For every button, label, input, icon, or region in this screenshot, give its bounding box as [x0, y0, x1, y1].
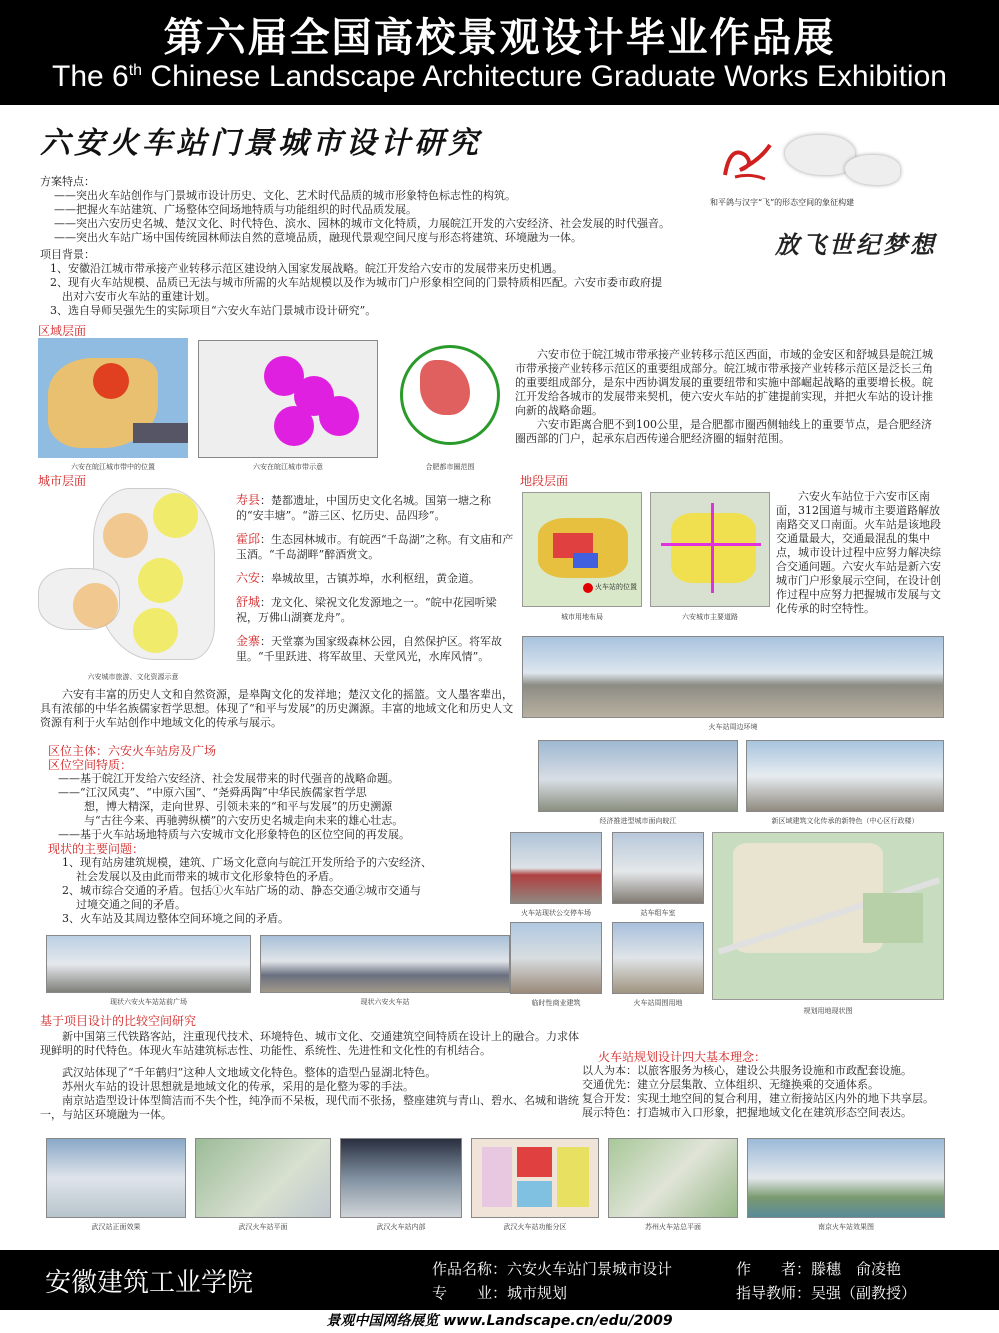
- emblem-caption: 和平鸽与汉字“飞”的形态空间的象征构建: [710, 198, 855, 207]
- footer: [0, 1250, 999, 1333]
- city-item: 六安：皋城故里，古镇苏埠，水利枢纽，黄金道。: [236, 571, 481, 585]
- land-status-plan: [712, 832, 944, 1000]
- background-item: 1、安徽沿江城市带承接产业转移示范区建设纳入国家发展战略。皖江开发给六安市的发展带来历史机遇。: [50, 262, 563, 275]
- advisor: 指导教师：吴强（副教授）: [736, 1284, 917, 1302]
- city-photo-caption: 经济推进型城市面向皖江: [599, 817, 677, 825]
- issue-item: 过境交通之间的矛盾。: [76, 898, 186, 911]
- wuhan-interior-image: [340, 1138, 462, 1218]
- school-name: 安徽建筑工业学院: [45, 1268, 254, 1298]
- city-item: 金寨：天堂寨为国家级森林公园，自然保护区。将军故里。“千里跃进、将军故里、天堂风光，水库风情”。: [236, 634, 503, 663]
- header-banner: [0, 0, 999, 105]
- city-photo-caption: 新区域建筑文化传承的新特色（中心区行政楼）: [771, 817, 919, 825]
- land-use-map: [522, 492, 642, 607]
- city-photo-2: [746, 740, 944, 812]
- feature-item: ——突出火车站创作与门景城市设计历史、文化、艺术时代品质的城市形象特色标志性的构筑。: [54, 189, 516, 202]
- site-item: ——“江汉风夷”、“中原六国”、“尧舜禹陶”中华民族儒家哲学思: [58, 786, 367, 799]
- site-heading: 区位主体：六安火车站房及广场: [48, 744, 217, 758]
- station-marker-label: 火车站的位置: [595, 583, 637, 591]
- wuhan-zoning-image: [471, 1138, 599, 1218]
- land-status-caption: 规划用地现状图: [803, 1007, 853, 1015]
- feature-item: ——突出火车站广场中国传统园林师法自然的意境品质，融现代景观空间尺度与形态将建筑、环境融为一体。: [54, 231, 582, 244]
- features-heading: 方案特点：: [40, 175, 95, 188]
- slogan: 放飞世纪梦想: [775, 230, 937, 259]
- feature-item: ——把握火车站建筑、广场整体空间场地特质与功能组织的时代品质发展。: [54, 203, 417, 216]
- site-item: 与“古往今来、再驰骋纵横”的六安历史名城走向未来的雄心壮志。: [84, 814, 404, 827]
- nanjing-render-image: [747, 1138, 945, 1218]
- site-item: 想，博大精深，走向世界、引领未来的“和平与发展”的历史溯源: [84, 800, 393, 813]
- region-heading: 区域层面: [38, 324, 87, 338]
- dove-icon: [845, 155, 900, 185]
- authors: 作 者：滕穗 俞凌艳: [736, 1260, 902, 1278]
- region-map-3: [395, 340, 505, 458]
- section-heading: 地段层面: [520, 474, 569, 488]
- section-caption: 城市用地布局: [561, 613, 603, 621]
- temp-commercial-photo: [510, 922, 602, 994]
- compare-text: [40, 1030, 580, 1122]
- concept-item: 交通优先：建立分层集散、立体组织、无缝换乘的交通体系。: [582, 1078, 879, 1091]
- city-resources: [236, 493, 516, 664]
- station-surroundings-caption: 火车站周边环境: [708, 723, 758, 731]
- fei-logo-icon: [715, 135, 775, 185]
- region-caption: 六安在皖江城市带示意: [253, 463, 323, 471]
- city-item: 舒城：龙文化、梁祝文化发源地之一。“皖中花园听梁祝，万佛山湖赛龙舟”。: [236, 595, 497, 624]
- issue-photo-caption: 现状六安火车站站前广场: [110, 998, 187, 1006]
- gallery-caption: 南京火车站效果图: [818, 1223, 874, 1231]
- gallery-caption: 武汉站正面效果: [91, 1223, 141, 1231]
- region-paragraph: 六安市距离合肥不到100公里，是合肥都市圈西侧轴线上的重要节点，是合肥经济圈西部的门户，起承东启西传递合肥经济圈的辐射范围。: [515, 418, 932, 445]
- section-caption: 六安城市主要道路: [682, 613, 738, 621]
- issue-photo-caption: 火车站现状公交停车场: [521, 909, 591, 917]
- exhibition-site: 景观中国网络展览 www.Landscape.cn/edu/2009: [0, 1310, 999, 1333]
- poster-title: 六安火车站门景城市设计研究: [40, 126, 482, 161]
- region-paragraph: 六安市位于皖江城市带承接产业转移示范区西面，市域的金安区和舒城县是皖江城市带承接产业转移示范区的重要组成部分。皖江城市带承接产业转移示范区是泛长三角的重要组成部分，是东中西协调发展的重要纽带和实施中部崛起战略的重要增长极。皖江开发给各城市的发展带来契机，使六安火车站的扩建提前实现，并把火车站的设计推向新的战略命题。: [515, 348, 933, 417]
- road-map: [650, 492, 770, 607]
- issue-item: 3、火车站及其周边整体空间环境之间的矛盾。: [62, 912, 289, 925]
- compare-paragraph: 武汉站体现了“千年鹤归”这种人文地域文化特色。整体的造型凸显湖北特色。: [62, 1066, 437, 1079]
- wuhan-front-image: [46, 1138, 186, 1218]
- issue-photo-caption: 现状六安火车站: [360, 998, 410, 1006]
- work-name: 作品名称：六安火车站门景城市设计: [432, 1260, 673, 1278]
- waiting-room-photo: [612, 832, 704, 904]
- city-paragraph: 六安有丰富的历史人文和自然资源，是皋陶文化的发祥地；楚汉文化的摇篮。文人墨客辈出，具有浓郁的中华名族儒家哲学思想。体现了“和平与发展”的历史渊源。丰富的地域文化和历史人文资源有利于火车站创作中地域文化的传承与展示。: [40, 688, 514, 729]
- gallery-caption: 苏州火车站总平面: [645, 1223, 701, 1231]
- title-cn: 第六届全国高校景观设计毕业作品展: [163, 15, 836, 61]
- issue-item: 社会发展以及由此而带来的城市文化形象特色的矛盾。: [76, 870, 340, 883]
- issue-item: 2、城市综合交通的矛盾。包括①火车站广场的动、静态交通②城市交通与: [62, 884, 421, 897]
- background-item: 3、选自导师吴强先生的实际项目“六安火车站门景城市设计研究”。: [50, 304, 377, 317]
- major: 专 业：城市规划: [432, 1284, 568, 1302]
- current-station-photo: [260, 935, 510, 993]
- concept-item: 以人为本：以旅客服务为核心，建设公共服务设施和市政配套设施。: [582, 1064, 912, 1077]
- background-section: [40, 248, 700, 318]
- emblem: [710, 120, 970, 260]
- bus-parking-photo: [510, 832, 602, 904]
- site-item: ——基于火车站场地特质与六安城市文化形象特色的区位空间的再发展。: [58, 828, 410, 841]
- region-caption: 六安在皖江城市带中的位置: [71, 463, 155, 471]
- background-item: 2、现有火车站规模、品质已无法与城市所需的火车站规模以及作为城市门户形象相空间的门景特质相匹配。六安市委市政府提: [50, 276, 662, 289]
- compare-paragraph: 新中国第三代铁路客站，注重现代技术、环境特色、城市文化、交通建筑空间特质在设计上的融合。力求体现鲜明的时代特色。体现火车站建筑标志性、功能性、系统性、先进性和文化性的有机结合。: [40, 1030, 579, 1057]
- concepts-heading: 火车站规划设计四大基本理念：: [598, 1050, 767, 1064]
- gallery-caption: 武汉火车站内部: [376, 1223, 426, 1231]
- background-heading: 项目背景：: [40, 248, 95, 261]
- gallery-caption: 武汉火车站功能分区: [503, 1223, 567, 1231]
- background-item: 出对六安市火车站的重建计划。: [62, 290, 216, 303]
- region-map-1: [38, 338, 188, 458]
- gallery-caption: 武汉火车站平面: [238, 1223, 288, 1231]
- issue-photo-caption: 临时性商业建筑: [531, 999, 581, 1007]
- compare-heading: 基于项目设计的比较空间研究: [40, 1014, 197, 1028]
- region-caption: 合肥都市圈范围: [425, 463, 475, 471]
- feature-item: ——突出六安历史名城、楚汉文化、时代特色、滨水、园林的城市文化特质，力展皖江开发的六安经济、社会发展的时代强音。: [54, 217, 670, 230]
- issues-section: [48, 842, 518, 926]
- features-section: [40, 175, 690, 245]
- station-surroundings-photo: [522, 636, 944, 718]
- suzhou-plan-image: [608, 1138, 738, 1218]
- compare-paragraph: 南京站造型设计体型简洁而不失个性，纯净而不呆板，现代而不张扬，整座建筑与青山、碧水、名城和谐统一，与站区环境融为一体。: [40, 1094, 579, 1121]
- site-subheading: 区位空间特质：: [48, 758, 133, 772]
- concept-item: 展示特色：打造城市入口形象，把握地域文化在建筑形态空间表达。: [582, 1106, 912, 1119]
- city-item: 霍邱：生态园林城市。有皖西“千岛湖”之称。有文庙和产玉酒。“千岛湖畔”醉酒赏文。: [236, 532, 514, 561]
- current-plaza-photo: [46, 935, 251, 993]
- city-item: 寿县：楚都遗址，中国历史文化名城。国第一塘之称的“安丰塘”。“游三区、忆历史、品四珍”。: [236, 493, 492, 522]
- region-map-2: [198, 340, 378, 458]
- city-heading: 城市层面: [38, 474, 87, 488]
- issue-photo-caption: 站车组车室: [640, 909, 676, 917]
- concept-item: 复合开发：实现土地空间的复合利用，建立衔接站区内外的地下共享层。: [582, 1092, 934, 1105]
- title-en: The 6th Chinese Landscape Architecture Graduate Works Exhibition: [52, 60, 947, 93]
- site-section: [48, 744, 518, 842]
- city-photo-1: [538, 740, 738, 812]
- compare-paragraph: 苏州火车站的设计思想就是地域文化的传承，采用的是化整为零的手法。: [62, 1080, 414, 1093]
- city-map-caption: 六安城市旅游、文化资源示意: [87, 673, 179, 681]
- concepts-section: [582, 1050, 954, 1120]
- section-paragraph: 六安火车站位于六安市区南面，312国道与城市主要道路解放南路交叉口南面。火车站是该地段交通量最大，交通最混乱的集中点，城市设计过程中应努力解决综合交通问题。六安火车站是新六安城市门户形象展示空间，在设计创作过程中应努力把握城市发展与文化传承的时空特性。: [776, 490, 941, 615]
- city-map: [38, 488, 228, 668]
- issue-item: 1、现有站房建筑规模，建筑、广场文化意向与皖江开发所给予的六安经济、: [62, 856, 432, 869]
- wuhan-plan-image: [195, 1138, 331, 1218]
- issue-photo-caption: 火车站周围用地: [633, 999, 683, 1007]
- region-text: [515, 348, 940, 446]
- issues-heading: 现状的主要问题：: [48, 842, 145, 856]
- surrounding-land-photo: [612, 922, 704, 994]
- site-item: ——基于皖江开发给六安经济、社会发展带来的时代强音的战略命题。: [58, 772, 399, 785]
